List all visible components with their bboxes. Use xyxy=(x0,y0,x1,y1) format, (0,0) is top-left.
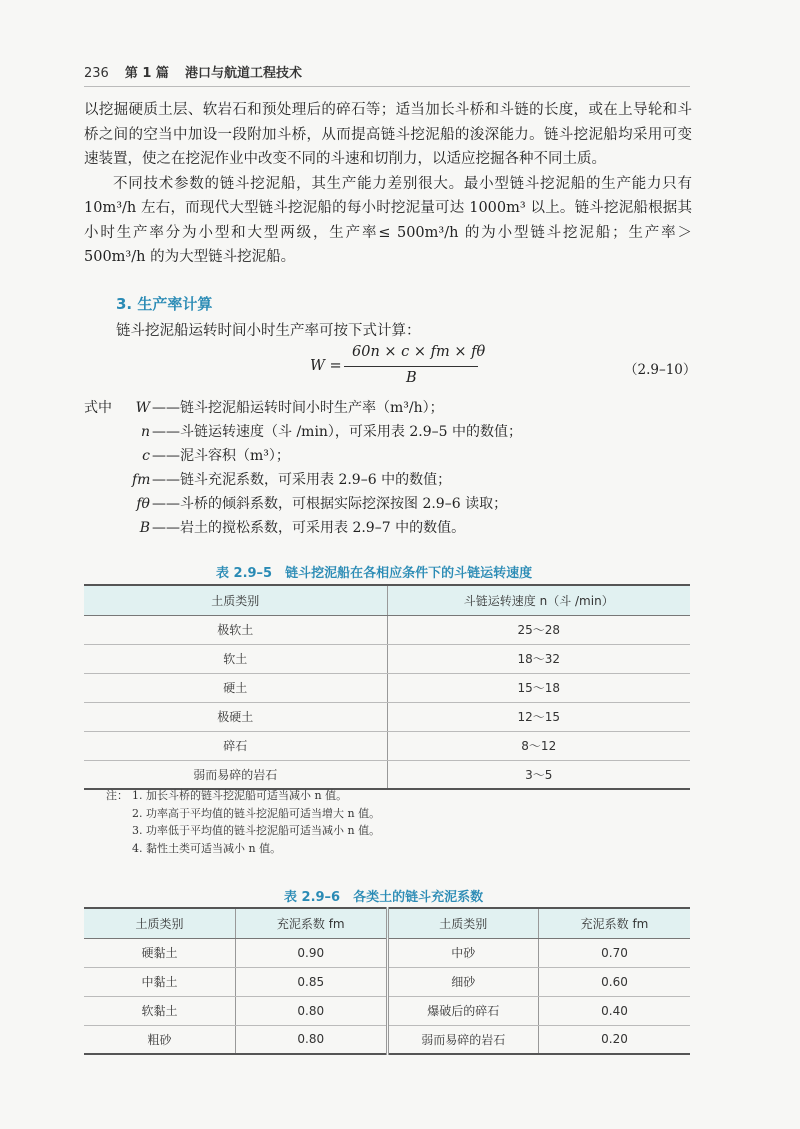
definition-symbol: n xyxy=(140,424,150,440)
table-cell: 碎石 xyxy=(84,731,387,760)
formula xyxy=(310,344,510,392)
fraction-bar xyxy=(344,366,478,367)
column-header: 土质类别 xyxy=(387,908,539,938)
part-label: 第 1 篇 xyxy=(124,66,169,81)
definition-row xyxy=(84,516,694,540)
definition-text: ——岩土的搅松系数，可采用表 2.9–7 中的数值。 xyxy=(152,520,466,536)
definition-text: ——斗桥的倾斜系数，可根据实际挖深按图 2.9–6 读取； xyxy=(152,496,508,512)
table-cell: 25～28 xyxy=(387,615,690,644)
formula-numerator: 60n × c × fm × fθ xyxy=(352,344,486,360)
column-header: 斗链运转速度 n（斗 /min） xyxy=(387,585,690,615)
table-row xyxy=(84,615,690,644)
paragraph-1: 以挖掘硬质土层、软岩石和预处理后的碎石等；适当加长斗桥和斗链的长度，或在上导轮和斗桥之间的空当中加设一段附加斗桥，从而提高链斗挖泥船的浚深能力。链斗挖泥船均采用可变速装置，使之在挖泥作业中改变不同的斗速和切削力，以适应挖掘各种不同土质。 xyxy=(84,102,692,167)
note-item: 2. 功率高于平均值的链斗挖泥船可适当增大 n 值。 xyxy=(132,806,381,820)
section-heading: 3. 生产率计算 xyxy=(116,295,213,313)
column-header: 土质类别 xyxy=(84,585,387,615)
table-cell: 0.80 xyxy=(236,1025,388,1054)
definition-row xyxy=(84,396,694,420)
table-cell: 硬黏土 xyxy=(84,938,236,967)
table-cell: 中砂 xyxy=(387,938,539,967)
table-cell: 软土 xyxy=(84,644,387,673)
table1-title: 表 2.9–5 链斗挖泥船在各相应条件下的斗链运转速度 xyxy=(216,566,533,581)
definition-row xyxy=(84,492,694,516)
table-cell: 0.90 xyxy=(236,938,388,967)
table-cell: 3～5 xyxy=(387,760,690,789)
table-cell: 8～12 xyxy=(387,731,690,760)
formula-denominator: B xyxy=(406,370,417,386)
table-row xyxy=(84,644,690,673)
page-number: 236 xyxy=(84,66,109,81)
table-row xyxy=(84,673,690,702)
table-row xyxy=(84,1025,690,1054)
table-cell: 0.20 xyxy=(539,1025,691,1054)
note-row xyxy=(106,805,380,823)
formula-intro: 链斗挖泥船运转时间小时生产率可按下式计算： xyxy=(116,323,421,339)
topic-label: 港口与航道工程技术 xyxy=(184,66,302,81)
table-row xyxy=(84,731,690,760)
definition-symbol: c xyxy=(142,448,150,464)
formula-lhs: W = xyxy=(310,358,342,374)
definition-text: ——链斗充泥系数，可采用表 2.9–6 中的数值； xyxy=(152,472,452,488)
table-cell: 弱而易碎的岩石 xyxy=(84,760,387,789)
table-cell: 弱而易碎的岩石 xyxy=(387,1025,539,1054)
running-header xyxy=(84,62,724,81)
note-item: 4. 黏性土类可适当减小 n 值。 xyxy=(132,841,282,855)
table-cell: 爆破后的碎石 xyxy=(387,996,539,1025)
table-row xyxy=(84,996,690,1025)
table-cell: 0.70 xyxy=(539,938,691,967)
table-cell: 细砂 xyxy=(387,967,539,996)
definition-row xyxy=(84,444,694,468)
note-row xyxy=(106,787,380,805)
table-cell: 0.85 xyxy=(236,967,388,996)
note-item: 1. 加长斗桥的链斗挖泥船可适当减小 n 值。 xyxy=(132,789,348,802)
table-row xyxy=(84,938,690,967)
paragraph-2: 不同技术参数的链斗挖泥船，其生产能力差别很大。最小型链斗挖泥船的生产能力只有 10m³/h 左右，而现代大型链斗挖泥船的每小时挖泥量可达 1000m³ 以上。链斗挖泥船根据其小时生产率分为小型和大型两级，生产率≤ 500m³/h 的为小型链斗挖泥船；生产率＞ 500m³/h 的为大型链斗挖泥船。 xyxy=(84,175,692,265)
table-cell: 极硬土 xyxy=(84,702,387,731)
note-item: 3. 功率低于平均值的链斗挖泥船可适当减小 n 值。 xyxy=(132,824,381,837)
table-cell: 12～15 xyxy=(387,702,690,731)
definition-row xyxy=(84,420,694,444)
table-cell: 0.60 xyxy=(539,967,691,996)
table-cell: 18～32 xyxy=(387,644,690,673)
definition-text: ——泥斗容积（m³）； xyxy=(152,448,290,464)
table-cell: 0.80 xyxy=(236,996,388,1025)
definition-symbol: W xyxy=(135,400,150,416)
table-header-row xyxy=(84,585,690,615)
notes-lead: 注： xyxy=(106,789,128,802)
definition-row xyxy=(84,468,694,492)
table2-title: 表 2.9–6 各类土的链斗充泥系数 xyxy=(284,890,484,905)
table-row xyxy=(84,760,690,789)
body-text xyxy=(84,98,692,270)
definition-symbol: fθ xyxy=(136,496,150,512)
definition-text: ——链斗挖泥船运转时间小时生产率（m³/h）； xyxy=(152,400,444,416)
table-cell: 极软土 xyxy=(84,615,387,644)
definitions xyxy=(84,396,694,540)
header-divider xyxy=(84,86,690,87)
column-header: 充泥系数 fm xyxy=(236,908,388,938)
table-row xyxy=(84,702,690,731)
definition-text: ——斗链运转速度（斗 /min），可采用表 2.9–5 中的数值； xyxy=(152,424,523,440)
table-cell: 硬土 xyxy=(84,673,387,702)
table-2-9-5 xyxy=(84,584,690,790)
note-row xyxy=(106,822,380,840)
table-cell: 中黏土 xyxy=(84,967,236,996)
table1-notes xyxy=(106,787,380,857)
table-cell: 0.40 xyxy=(539,996,691,1025)
table-header-row xyxy=(84,908,690,938)
table-cell: 15～18 xyxy=(387,673,690,702)
definitions-lead: 式中 xyxy=(84,400,112,416)
definition-symbol: fm xyxy=(132,472,151,488)
note-row xyxy=(106,840,380,858)
table-cell: 粗砂 xyxy=(84,1025,236,1054)
table-row xyxy=(84,967,690,996)
table-cell: 软黏土 xyxy=(84,996,236,1025)
table-2-9-6 xyxy=(84,907,690,1055)
formula-number: （2.9–10） xyxy=(624,362,697,378)
column-header: 土质类别 xyxy=(84,908,236,938)
definition-symbol: B xyxy=(139,520,150,536)
column-header: 充泥系数 fm xyxy=(539,908,691,938)
